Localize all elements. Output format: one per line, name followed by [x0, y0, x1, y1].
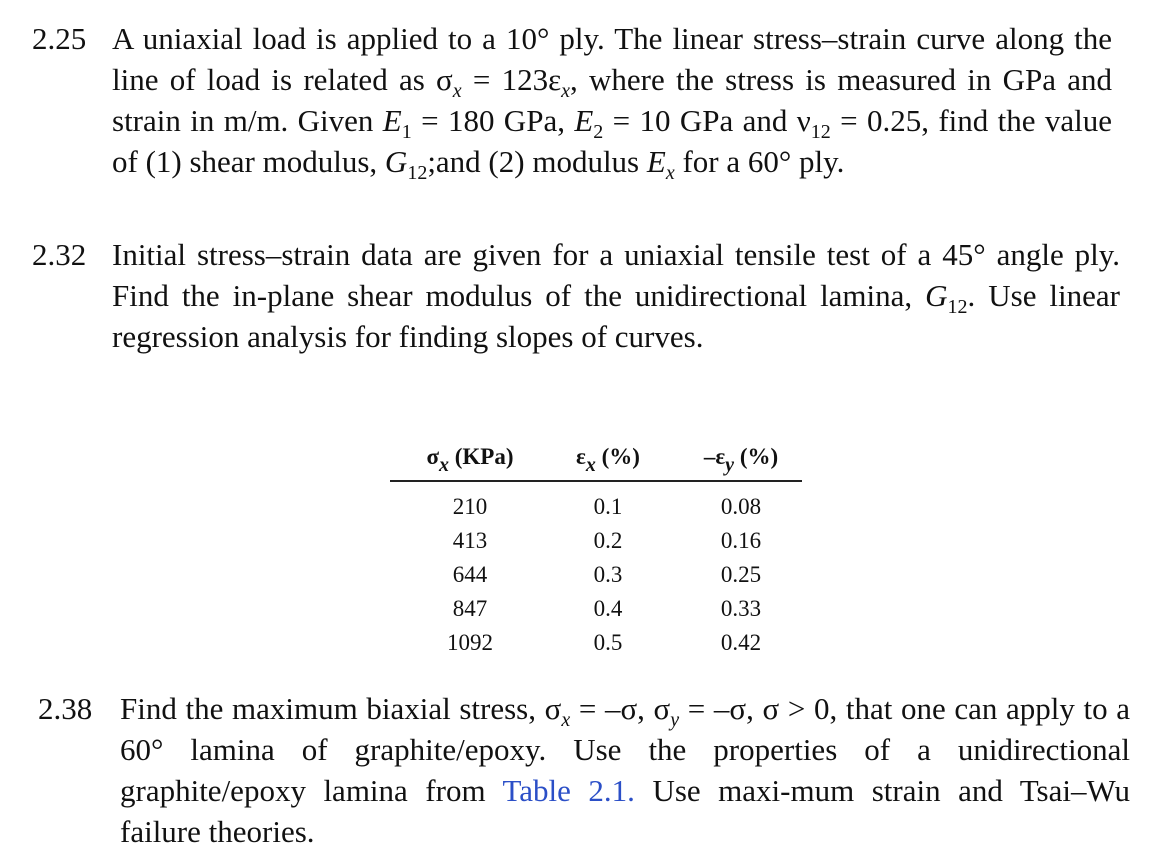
- stress-strain-table: [390, 432, 802, 662]
- table-cell: 413: [452, 528, 488, 553]
- table-cell: 1092: [447, 630, 493, 655]
- table-cell: 0.42: [720, 630, 762, 655]
- table-header-sigma-x: $\sigma_x$ (KPa): [426, 444, 514, 476]
- problem-2-25: [32, 18, 1112, 218]
- table-header-rule: [390, 480, 802, 482]
- table-cell: 0.08: [720, 494, 762, 519]
- table-cell: 847: [452, 596, 488, 621]
- column-neg-eps-y: [686, 490, 796, 660]
- problem-number: 2.32: [32, 237, 87, 272]
- column-eps-x: [558, 490, 658, 660]
- problem-text: Initial stress–strain data are given for a uniaxial tensile test of a 45° angle ply. Find the in-plane shear modulus of the unidirectional lamina, $G_{12}$. Use linear regression analysis for finding slopes of curves.: [112, 237, 1120, 354]
- table-header-neg-eps-y: $-\varepsilon_y$ (%): [703, 444, 779, 476]
- table-2-1-link[interactable]: Table 2.1.: [502, 773, 635, 808]
- problem-text: A uniaxial load is applied to a 10° ply. The linear stress–strain curve along the line of load is related as $\sigma_x = 123\varepsilon_x$, where the stress is measured in GPa and strain in m/m. Given $E_1 = 180$ GPa, $E_2 = 10$ GPa and $\nu_{12} = 0.25$, find the value of (1) shear modulus, $G_{12};and$ (2) modulus $E_x$ for a 60° ply.: [112, 21, 1112, 184]
- table-cell: 210: [452, 494, 488, 519]
- table-cell: 0.2: [593, 528, 623, 553]
- column-sigma-x: [420, 490, 520, 660]
- problem-number: 2.25: [32, 21, 87, 56]
- table-cell: 0.3: [593, 562, 623, 587]
- problem-2-32: [32, 234, 1122, 404]
- table-cell: 0.5: [593, 630, 623, 655]
- table-cell: 0.16: [720, 528, 762, 553]
- table-cell: 0.1: [593, 494, 623, 519]
- table-cell: 0.33: [720, 596, 762, 621]
- table-cell: 0.25: [720, 562, 762, 587]
- table-cell: 0.4: [593, 596, 623, 621]
- problem-number: 2.38: [38, 691, 93, 726]
- table-header-eps-x: $\varepsilon_x$ (%): [576, 444, 640, 476]
- table-cell: 644: [452, 562, 488, 587]
- problem-text: Find the maximum biaxial stress, $\sigma_x = -\sigma$, $\sigma_y = -\sigma$, σ > 0, that one can apply to a 60° lamina of graphite/epoxy. Use the properties of a unidirectional graphite/epoxy lamina from Table 2.1. Use maxi-mum strain and Tsai–Wu failure theories.: [120, 691, 1131, 849]
- problem-2-38: [38, 688, 1130, 858]
